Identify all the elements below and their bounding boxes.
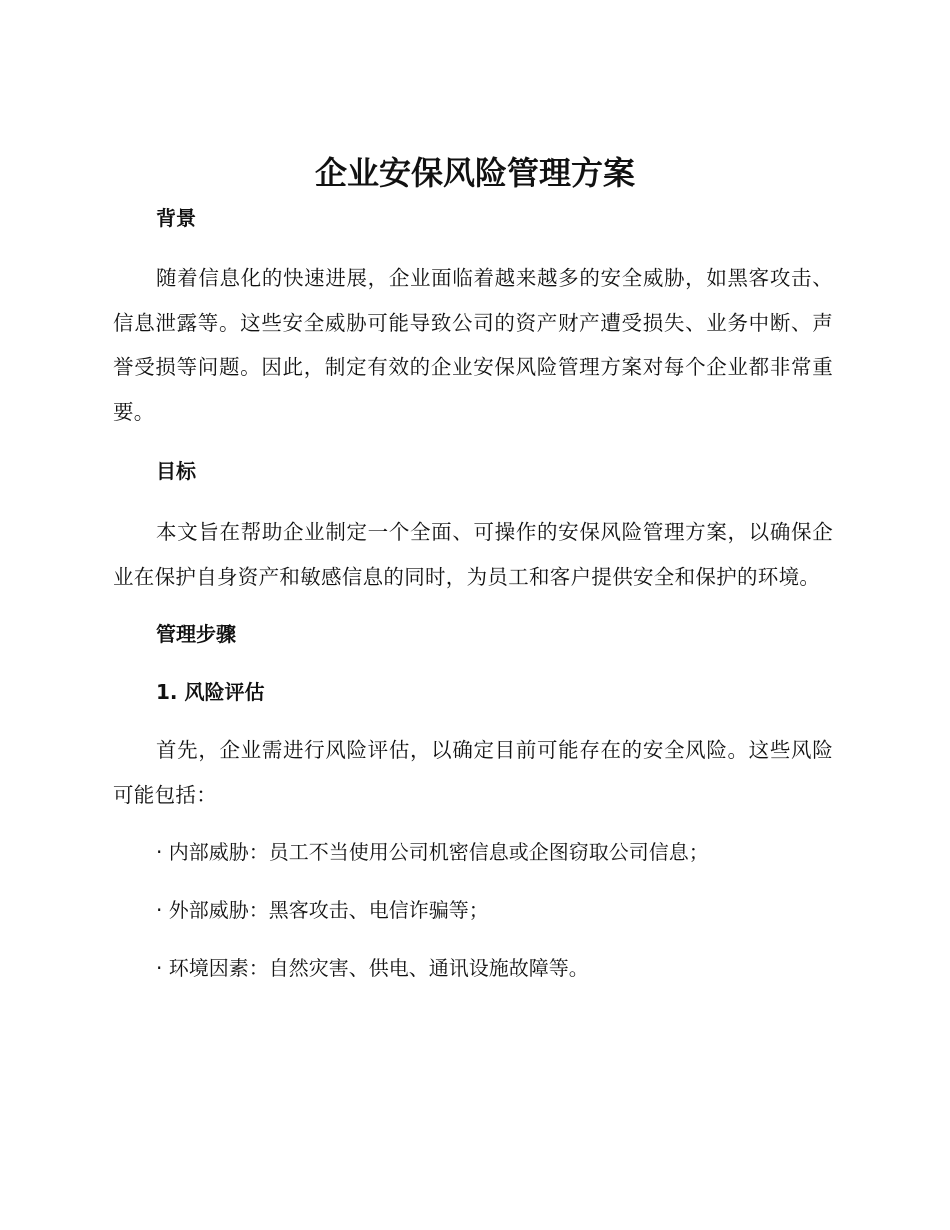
bullet-item-external-threat: · 外部威胁：黑客攻击、电信诈骗等； <box>156 898 489 922</box>
section-heading-goal: 目标 <box>156 459 196 483</box>
paragraph-background: 随着信息化的快速进展，企业面临着越来越多的安全威胁，如黑客攻击、信息泄露等。这些安全威胁可能导致公司的资产财产遭受损失、业务中断、声誉受损等问题。因此，制定有效的企业安保风险管理方案对每个企业都非常重要。 <box>113 266 833 424</box>
paragraph-goal: 本文旨在帮助企业制定一个全面、可操作的安保风险管理方案，以确保企业在保护自身资产和敏感信息的同时，为员工和客户提供安全和保护的环境。 <box>113 520 833 589</box>
section-heading-steps: 管理步骤 <box>156 622 236 646</box>
bullet-item-environmental-factor: · 环境因素：自然灾害、供电、通讯设施故障等。 <box>156 956 589 980</box>
section-heading-background: 背景 <box>156 206 196 230</box>
bullet-item-internal-threat: · 内部威胁：员工不当使用公司机密信息或企图窃取公司信息； <box>156 840 709 864</box>
paragraph-risk-assessment: 首先，企业需进行风险评估，以确定目前可能存在的安全风险。这些风险可能包括： <box>113 738 833 807</box>
subsection-heading-risk-assessment: 1. 风险评估 <box>156 680 265 704</box>
document-title: 企业安保风险管理方案 <box>314 154 635 192</box>
document-content <box>113 150 833 983</box>
